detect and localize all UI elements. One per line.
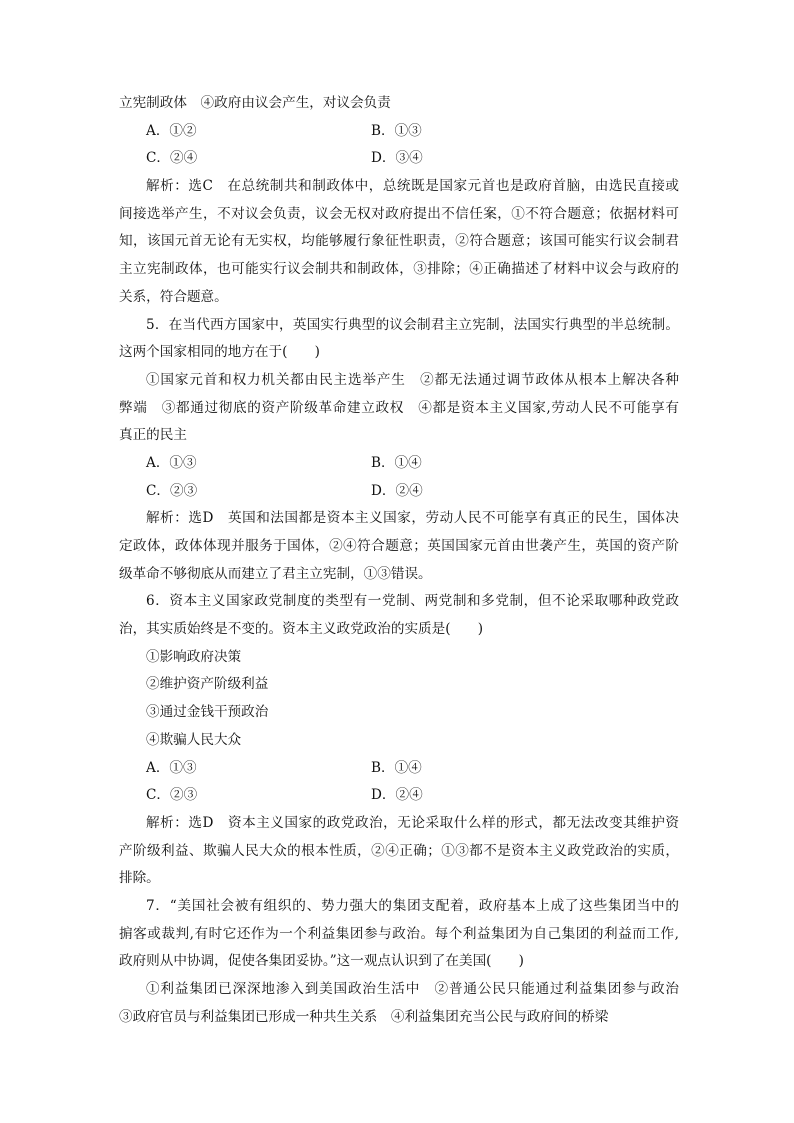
option-row bbox=[119, 450, 679, 478]
option-row bbox=[119, 145, 679, 173]
option-b: B．①④ bbox=[371, 454, 422, 471]
question-statement: 真正的民主 bbox=[119, 427, 187, 444]
option-row bbox=[119, 782, 679, 810]
option-d: D．②④ bbox=[371, 787, 423, 804]
question-text: 5．在当代西方国家中，英国实行典型的议会制君主立宪制，法国实行典型的半总统制。 bbox=[146, 316, 679, 333]
question-statement: ②维护资产阶级利益 bbox=[146, 676, 269, 693]
question-statement: ①国家元首和权力机关都由民主选举产生 ②都无法通过调节政体从根本上解决各种 bbox=[146, 371, 679, 388]
option-d: D．②④ bbox=[371, 482, 423, 499]
option-b: B．①③ bbox=[371, 122, 422, 139]
analysis-text: 排除。 bbox=[119, 870, 160, 887]
option-row bbox=[119, 755, 679, 783]
question-text: 掮客或裁判,有时它还作为一个利益集团参与政治。每个利益集团为自己集团的利益而工作, bbox=[119, 925, 679, 942]
option-row bbox=[119, 478, 679, 506]
analysis-text: 定政体，政体体现并服务于国体，②④符合题意；英国国家元首由世袭产生，英国的资产阶 bbox=[119, 538, 679, 554]
question-text: 7．“美国社会被有组织的、势力强大的集团支配着，政府基本上成了这些集团当中的 bbox=[146, 897, 679, 914]
question-text: 这两个国家相同的地方在于( ) bbox=[119, 344, 320, 361]
option-c: C．②④ bbox=[146, 150, 198, 167]
question-statement: 弊端 ③都通过彻底的资产阶级革命建立政权 ④都是资本主义国家,劳动人民不可能享有 bbox=[119, 399, 679, 416]
question-statement: ③政府官员与利益集团已形成一种共生关系 ④利益集团充当公民与政府间的桥梁 bbox=[119, 1008, 609, 1025]
question-text: 治，其实质始终是不变的。资本主义政党政治的实质是( ) bbox=[119, 621, 484, 638]
analysis-text: 知，该国元首无论有无实权，均能够履行象征性职责，②符合题意；该国可能实行议会制君 bbox=[119, 233, 679, 250]
option-c: C．②③ bbox=[146, 787, 198, 804]
analysis-text: 关系，符合题意。 bbox=[119, 288, 228, 305]
question-text: 政府则从中协调，促使各集团妥协。”这一观点认识到了在美国( ) bbox=[119, 953, 524, 970]
option-c: C．②③ bbox=[146, 482, 198, 499]
analysis-text: 级革命不够彻底从而建立了君主立宪制，①③错误。 bbox=[119, 565, 432, 582]
question-statement: ③通过金钱干预政治 bbox=[146, 704, 269, 721]
option-a: A．①③ bbox=[146, 454, 197, 471]
option-b: B．①④ bbox=[371, 759, 422, 776]
question-statement: ①影响政府决策 bbox=[146, 648, 242, 665]
analysis-text: 解析：选D 资本主义国家的政党政治，无论采取什么样的形式，都无法改变其维护资 bbox=[146, 814, 679, 831]
document-page bbox=[119, 90, 679, 1031]
option-d: D．③④ bbox=[371, 150, 423, 167]
analysis-text: 解析：选D 英国和法国都是资本主义国家，劳动人民不可能享有真正的民生，国体决 bbox=[146, 510, 679, 527]
question-statement: ④欺骗人民大众 bbox=[146, 731, 242, 748]
question-text: 6．资本主义国家政党制度的类型有一党制、两党制和多党制，但不论采取哪种政党政 bbox=[146, 593, 679, 610]
text-line: 立宪制政体 ④政府由议会产生，对议会负责 bbox=[119, 95, 391, 111]
analysis-text: 解析：选C 在总统制共和制政体中，总统既是国家元首也是政府首脑，由选民直接或 bbox=[146, 178, 679, 195]
question-statement: ①利益集团已深深地渗入到美国政治生活中 ②普通公民只能通过利益集团参与政治 bbox=[146, 981, 679, 997]
option-a: A．①② bbox=[146, 122, 197, 139]
option-a: A．①③ bbox=[146, 759, 197, 776]
analysis-text: 间接选举产生，不对议会负责，议会无权对政府提出不信任案，①不符合题意；依据材料可 bbox=[119, 205, 679, 222]
analysis-text: 主立宪制政体，也可能实行议会制共和制政体，③排除；④正确描述了材料中议会与政府的 bbox=[119, 261, 679, 278]
analysis-text: 产阶级利益、欺骗人民大众的根本性质，②④正确；①③都不是资本主义政党政治的实质， bbox=[119, 842, 679, 859]
option-row bbox=[119, 118, 679, 146]
